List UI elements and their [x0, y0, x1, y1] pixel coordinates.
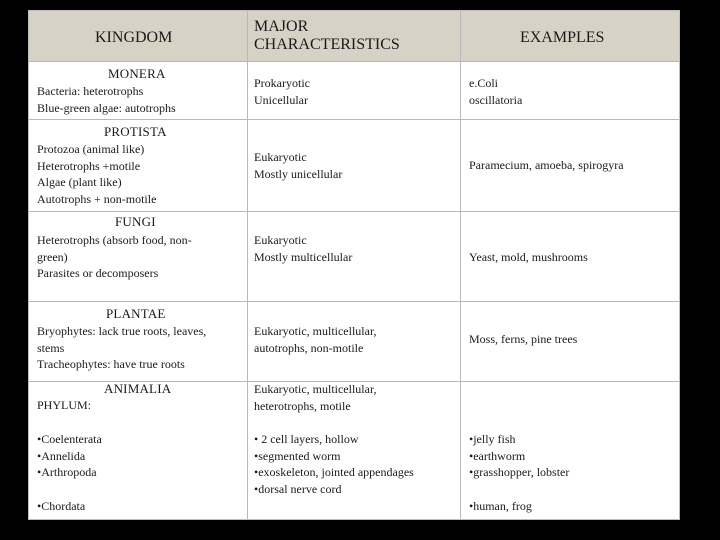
characteristic-line: Eukaryotic: [254, 150, 307, 164]
characteristic-line: autotrophs, non-motile: [254, 340, 364, 355]
phylum-characteristic: •segmented worm: [254, 448, 341, 463]
column-divider: [460, 11, 461, 519]
kingdom-title-monera: MONERA: [108, 66, 166, 81]
characteristic-line: heterotrophs, motile: [254, 398, 351, 413]
characteristic-line: Unicellular: [254, 92, 308, 107]
example-line: Yeast, mold, mushrooms: [469, 250, 588, 264]
kingdom-line: Heterotrophs +motile: [37, 158, 141, 173]
example-line: oscillatoria: [469, 92, 523, 107]
example-line: Paramecium, amoeba, spirogyra: [469, 158, 624, 172]
phylum-item: •Coelenterata: [37, 432, 102, 446]
kingdom-line: Autotrophs + non-motile: [37, 191, 157, 206]
kingdom-line: Algae (plant like): [37, 175, 122, 189]
row-divider: [29, 119, 679, 120]
characteristic-line: Mostly multicellular: [254, 249, 353, 264]
phylum-characteristic: •dorsal nerve cord: [254, 481, 342, 496]
example-line: e.Coli: [469, 76, 498, 90]
characteristic-line: Prokaryotic: [254, 76, 310, 90]
kingdom-line: Tracheophytes: have true roots: [37, 357, 185, 371]
characteristic-line: Mostly unicellular: [254, 166, 343, 181]
phylum-item: •Arthropoda: [37, 465, 97, 479]
kingdom-title-plantae: PLANTAE: [106, 306, 166, 321]
characteristic-line: Eukaryotic, multicellular,: [254, 382, 377, 396]
phylum-characteristic: • 2 cell layers, hollow: [254, 432, 359, 446]
kingdom-title-protista: PROTISTA: [104, 124, 167, 139]
phylum-label: PHYLUM:: [37, 398, 92, 412]
kingdom-line: Heterotrophs (absorb food, non-: [37, 233, 192, 247]
phylum-item: •Chordata: [37, 499, 86, 513]
example-line: Moss, ferns, pine trees: [469, 332, 578, 346]
row-divider: [29, 301, 679, 302]
row-divider: [29, 211, 679, 212]
phylum-characteristic: •exoskeleton, jointed appendages: [254, 465, 414, 479]
phylum-example: •jelly fish: [469, 432, 516, 446]
kingdom-line: Blue-green algae: autotrophs: [37, 100, 176, 115]
kingdom-line: Bacteria: heterotrophs: [37, 84, 144, 98]
kingdom-line: Protozoa (animal like): [37, 142, 145, 156]
row-divider: [29, 61, 679, 62]
header-characteristics: MAJOR CHARACTERISTICS: [254, 18, 400, 53]
kingdom-title-fungi: FUNGI: [115, 214, 156, 229]
phylum-example: •human, frog: [469, 499, 532, 513]
kingdom-line: stems: [37, 340, 65, 355]
header-kingdom: KINGDOM: [95, 29, 173, 46]
kingdom-line: green): [37, 249, 68, 264]
kingdom-title-animalia: ANIMALIA: [104, 381, 172, 396]
characteristic-line: Eukaryotic, multicellular,: [254, 324, 377, 338]
phylum-example: •earthworm: [469, 448, 526, 463]
phylum-item: •Annelida: [37, 448, 86, 463]
characteristic-line: Eukaryotic: [254, 233, 307, 247]
phylum-example: •grasshopper, lobster: [469, 465, 570, 479]
header-examples: EXAMPLES: [520, 29, 605, 46]
classification-table: [28, 10, 680, 520]
kingdom-line: Parasites or decomposers: [37, 266, 159, 280]
column-divider: [247, 11, 248, 519]
kingdom-line: Bryophytes: lack true roots, leaves,: [37, 324, 207, 338]
